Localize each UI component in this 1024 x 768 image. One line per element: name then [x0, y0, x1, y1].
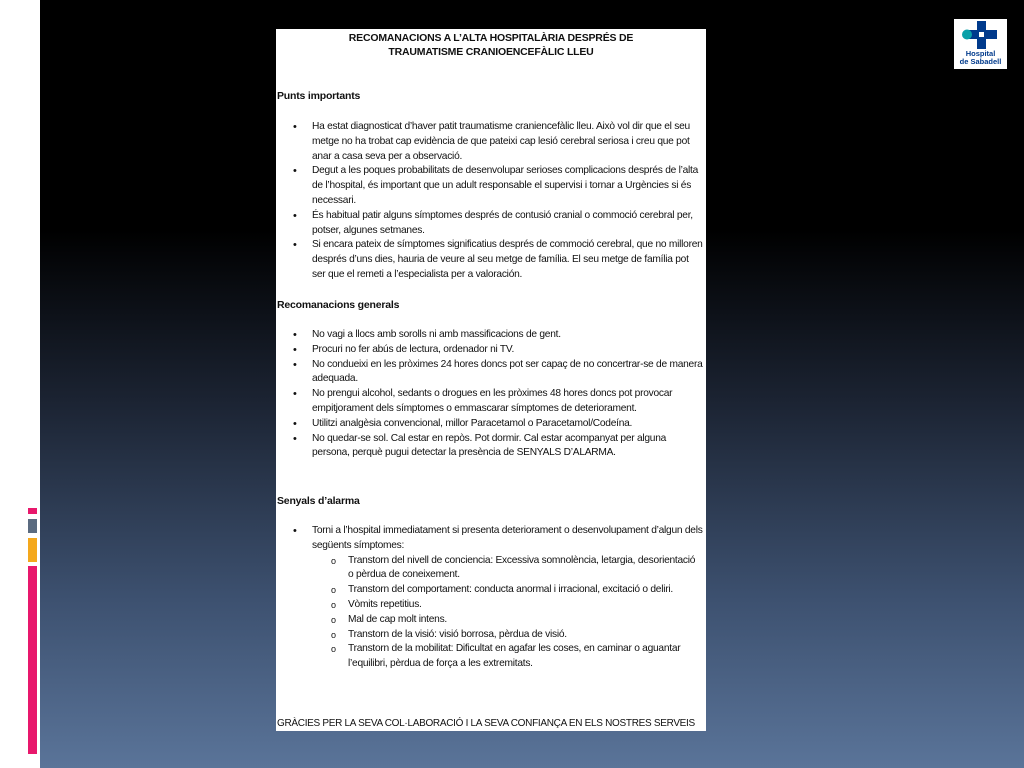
discharge-document — [276, 29, 706, 731]
sub-list-item: o Mal de cap molt intens. — [312, 613, 704, 628]
list-item: • Degut a les poques probabilitats de desenvolupar serioses complicacions després de l’alta de l’hospital, és important que un adult responsable el supervisi i tornar a Urgències si és necessari. — [276, 164, 706, 208]
sub-list-item: o Transtorn del comportament: conducta anormal i irracional, excitació o deliri. — [312, 583, 704, 598]
accent-bar-pink-long — [28, 566, 37, 754]
sub-list-item: o Transtorn del nivell de conciencia: Excessiva somnolència, letargia, desorientació o pèrdua de coneixement. — [312, 554, 704, 584]
accent-bar-pink-small — [28, 508, 37, 514]
list-item: • No condueixi en les pròximes 24 hores doncs pot ser capaç de no concertrar-se de manera adequada. — [276, 358, 706, 388]
accent-bar-yellow — [28, 538, 37, 562]
title-line-2: TRAUMATISME CRANIOENCEFÀLIC LLEU — [388, 46, 594, 58]
general-recommendations-list — [276, 328, 706, 461]
alarm-signs-list — [276, 524, 706, 672]
document-title — [276, 31, 706, 59]
logo-text — [954, 50, 1007, 66]
list-item: • No quedar-se sol. Cal estar en repòs. Pot dormir. Cal estar acompanyat per alguna persona, perquè pugui detectar la presència de SENYALS D’ALARMA. — [276, 432, 706, 462]
important-points-list — [276, 120, 706, 283]
list-item: • Procuri no fer abús de lectura, ordenador ni TV. — [276, 343, 706, 358]
list-item: • Si encara pateix de símptomes significatius després de commoció cerebral, que no milloren després d’uns dies, hauria de veure al seu metge de família. El seu metge de família pot ser que el remeti a l’especialista per a valoración. — [276, 238, 706, 282]
list-item: • No prengui alcohol, sedants o drogues en les pròximes 48 hores doncs pot provocar empitjorament dels símptomes o emmascarar símptomes de deteriorament. — [276, 387, 706, 417]
section-heading-important: Punts importants — [277, 90, 361, 102]
footer-thanks: GRÀCIES PER LA SEVA COL·LABORACIÓ I LA SEVA CONFIANÇA EN ELS NOSTRES SERVEIS — [277, 718, 695, 729]
alarm-symptoms-sublist — [312, 554, 704, 672]
list-item: • Utilitzi analgèsia convencional, millor Paracetamol o Paracetamol/Codeína. — [276, 417, 706, 432]
list-item: • No vagi a llocs amb sorolls ni amb massificacions de gent. — [276, 328, 706, 343]
accent-bar-gray — [28, 519, 37, 533]
alarm-intro: Torni a l’hospital immediatament si presenta deteriorament o desenvolupament d’algun dels següents símptomes: — [312, 525, 703, 551]
logo-name-line-1: Hospital — [965, 49, 996, 58]
sub-list-item: o Transtorn de la mobilitat: Dificultat en agafar les coses, en caminar o aguantar l’equilibri, pèrdua de força a les extremitats. — [312, 642, 704, 672]
list-item: • Ha estat diagnosticat d’haver patit traumatisme craniencefàlic lleu. Això vol dir que el seu metge no ha trobat cap evidència de que pateixi cap lesió cerebral seriosa i creu que pot anar a casa seva per a observació. — [276, 120, 706, 164]
list-item: • És habitual patir alguns símptomes després de contusió cranial o commoció cerebral per, potser, algunes setmanes. — [276, 209, 706, 239]
title-line-1: RECOMANACIONS A L’ALTA HOSPITALÀRIA DESPRÉS DE — [348, 32, 634, 44]
section-heading-general: Recomanacions generals — [277, 299, 400, 311]
list-item — [276, 524, 706, 672]
section-heading-alarm: Senyals d’alarma — [277, 495, 360, 507]
hospital-logo — [954, 19, 1007, 69]
logo-name-line-2: de Sabadell — [959, 57, 1002, 66]
hospital-cross-icon — [962, 21, 999, 49]
sub-list-item: o Vòmits repetitius. — [312, 598, 704, 613]
sub-list-item: o Transtorn de la visió: visió borrosa, pèrdua de visió. — [312, 628, 704, 643]
